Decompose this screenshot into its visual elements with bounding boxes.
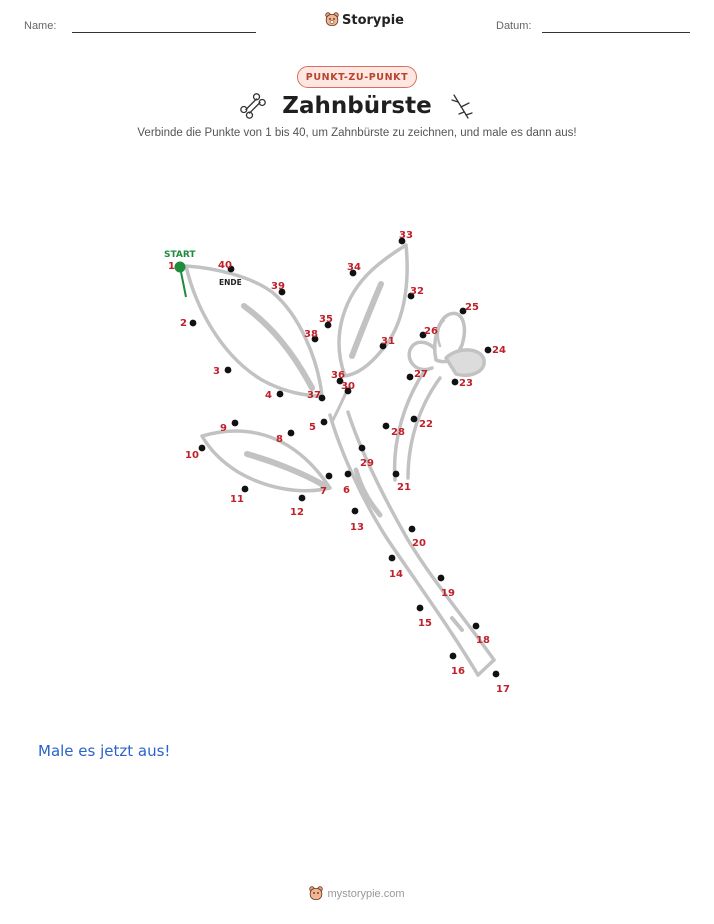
dot-number-10: 10 <box>185 450 199 461</box>
footer-url[interactable]: mystorypie.com <box>327 888 405 900</box>
dot-11[interactable] <box>242 486 249 493</box>
dot-9[interactable] <box>232 420 239 427</box>
dot-6[interactable] <box>345 471 352 478</box>
activity-badge: PUNKT-ZU-PUNKT <box>297 66 417 88</box>
dot-number-20: 20 <box>412 538 426 549</box>
dot-7[interactable] <box>326 473 333 480</box>
dot-2[interactable] <box>190 320 197 327</box>
brand-name: Storypie <box>342 12 404 28</box>
dot-number-14: 14 <box>389 569 403 580</box>
dot-number-39: 39 <box>271 281 285 292</box>
dot-19[interactable] <box>438 575 445 582</box>
dot-22[interactable] <box>411 416 418 423</box>
dot-13[interactable] <box>352 508 359 515</box>
dot-23[interactable] <box>452 379 459 386</box>
start-dot[interactable] <box>175 262 186 273</box>
end-label: ENDE <box>219 278 242 287</box>
dot-number-32: 32 <box>410 286 424 297</box>
dot-24[interactable] <box>485 347 492 354</box>
dot-number-29: 29 <box>360 458 374 469</box>
dot-number-17: 17 <box>496 684 510 695</box>
dot-4[interactable] <box>277 391 284 398</box>
dot-number-28: 28 <box>391 427 405 438</box>
dot-number-26: 26 <box>424 326 438 337</box>
dot-29[interactable] <box>359 445 366 452</box>
dot-number-25: 25 <box>465 302 479 313</box>
dot-number-1: 1 <box>168 261 175 272</box>
dot-number-27: 27 <box>414 369 428 380</box>
dot-number-8: 8 <box>276 434 283 445</box>
footer <box>0 886 714 902</box>
dot-number-18: 18 <box>476 635 490 646</box>
dot-number-35: 35 <box>319 314 333 325</box>
dot-27[interactable] <box>407 374 414 381</box>
dot-number-22: 22 <box>419 419 433 430</box>
dot-number-11: 11 <box>230 494 244 505</box>
dot-number-16: 16 <box>451 666 465 677</box>
dot-number-40: 40 <box>218 260 232 271</box>
name-label: Name: <box>24 20 57 32</box>
dot-number-19: 19 <box>441 588 455 599</box>
dot-number-24: 24 <box>492 345 506 356</box>
dot-number-6: 6 <box>343 485 350 496</box>
dot-number-33: 33 <box>399 230 413 241</box>
dot-3[interactable] <box>225 367 232 374</box>
dot-16[interactable] <box>450 653 457 660</box>
color-prompt: Male es jetzt aus! <box>38 742 171 760</box>
dot-28[interactable] <box>383 423 390 430</box>
date-label: Datum: <box>496 20 532 32</box>
dot-12[interactable] <box>299 495 306 502</box>
dot-number-9: 9 <box>220 423 227 434</box>
dot-number-30: 30 <box>341 381 355 392</box>
dot-number-21: 21 <box>397 482 411 493</box>
dot-8[interactable] <box>288 430 295 437</box>
dot-20[interactable] <box>409 526 416 533</box>
dot-14[interactable] <box>389 555 396 562</box>
dot-15[interactable] <box>417 605 424 612</box>
dot-number-2: 2 <box>180 318 187 329</box>
page-title: Zahnbürste <box>282 93 432 119</box>
dot-number-7: 7 <box>320 486 327 497</box>
dot-number-23: 23 <box>459 378 473 389</box>
dot-17[interactable] <box>493 671 500 678</box>
dot-number-13: 13 <box>350 522 364 533</box>
instructions: Verbinde die Punkte von 1 bis 40, um Zahnbürste zu zeichnen, und male es dann aus! <box>137 127 577 139</box>
dot-10[interactable] <box>199 445 206 452</box>
dot-number-36: 36 <box>331 370 345 381</box>
bear-footer-icon <box>309 886 323 902</box>
dot-21[interactable] <box>393 471 400 478</box>
dot-5[interactable] <box>321 419 328 426</box>
dot-number-12: 12 <box>290 507 304 518</box>
dot-18[interactable] <box>473 623 480 630</box>
outline-drawing <box>186 245 494 675</box>
dot-number-37: 37 <box>307 390 321 401</box>
dot-number-15: 15 <box>418 618 432 629</box>
dot-number-38: 38 <box>304 329 318 340</box>
dot-number-34: 34 <box>347 262 361 273</box>
start-label: START <box>164 250 196 260</box>
dot-number-5: 5 <box>309 422 316 433</box>
dot-number-4: 4 <box>265 390 272 401</box>
dot-number-3: 3 <box>213 366 220 377</box>
dot-number-31: 31 <box>381 336 395 347</box>
